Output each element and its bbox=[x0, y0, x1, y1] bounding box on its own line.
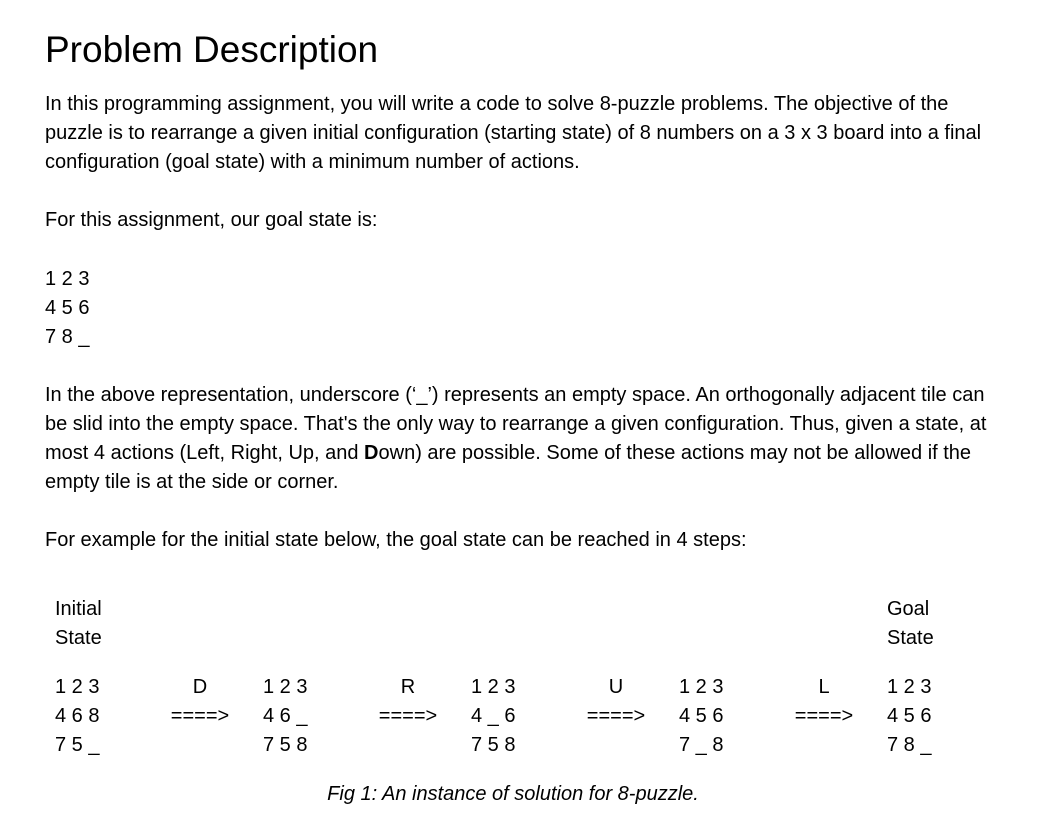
state-row: 4 5 6 bbox=[679, 705, 724, 727]
state-row: 7 _ 8 bbox=[679, 734, 724, 756]
representation-paragraph bbox=[45, 381, 1005, 497]
state-row: 4 _ 6 bbox=[471, 705, 516, 727]
puzzle-state-step-1 bbox=[263, 673, 307, 760]
move-action: R bbox=[400, 676, 416, 698]
state-row: 1 2 3 bbox=[263, 676, 308, 698]
puzzle-state-initial bbox=[55, 673, 99, 760]
state-row: 7 5 _ bbox=[55, 734, 100, 756]
state-row: 4 6 8 bbox=[55, 705, 100, 727]
state-row: 1 2 3 bbox=[471, 676, 516, 698]
goal-state-block bbox=[45, 265, 89, 352]
goal-intro-paragraph: For this assignment, our goal state is: bbox=[45, 209, 378, 231]
move-arrow: ====> bbox=[586, 705, 646, 727]
representation-text-end: own) are possible. Some of these actions may not be allowed if the empty tile is at the side or corner. bbox=[45, 442, 972, 493]
state-row: 7 8 _ bbox=[887, 734, 932, 756]
example-paragraph: For example for the initial state below, the goal state can be reached in 4 steps: bbox=[45, 529, 747, 551]
move-action: D bbox=[192, 676, 208, 698]
goal-row: 7 8 _ bbox=[45, 326, 90, 348]
initial-label-line: State bbox=[55, 627, 102, 649]
move-arrow: ====> bbox=[170, 705, 230, 727]
initial-state-label bbox=[55, 595, 102, 653]
representation-text: In the above representation, underscore (‘_’) represents an empty space. An orthogonally adjacent tile can be slid into the empty space. That's the only way to rearrange a given configuration. Thus, given a state, at most 4 actions (Left, Right, Up, and bbox=[45, 384, 987, 464]
state-row: 4 6 _ bbox=[263, 705, 308, 727]
move-arrow: ====> bbox=[794, 705, 854, 727]
state-row: 1 2 3 bbox=[887, 676, 932, 698]
initial-label-line: Initial bbox=[55, 598, 102, 620]
goal-state-label bbox=[887, 595, 934, 653]
puzzle-state-goal bbox=[887, 673, 931, 760]
move-action: U bbox=[608, 676, 624, 698]
state-row: 7 5 8 bbox=[471, 734, 516, 756]
puzzle-state-step-2 bbox=[471, 673, 515, 760]
state-row: 7 5 8 bbox=[263, 734, 308, 756]
representation-bold-letter: D bbox=[364, 442, 379, 464]
move-step-3 bbox=[571, 673, 661, 731]
puzzle-state-step-3 bbox=[679, 673, 723, 760]
goal-row: 4 5 6 bbox=[45, 297, 90, 319]
intro-paragraph: In this programming assignment, you will write a code to solve 8-puzzle problems. The objective of the puzzle is to rearrange a given initial configuration (starting state) of 8 numbers on a 3 x 3 board into a final configuration (goal state) with a minimum number of actions. bbox=[45, 93, 982, 173]
figure-caption: Fig 1: An instance of solution for 8-puzzle. bbox=[327, 783, 699, 805]
goal-row: 1 2 3 bbox=[45, 268, 90, 290]
goal-label-line: State bbox=[887, 627, 934, 649]
move-arrow: ====> bbox=[378, 705, 438, 727]
move-step-4 bbox=[779, 673, 869, 731]
move-step-2 bbox=[363, 673, 453, 731]
state-row: 1 2 3 bbox=[679, 676, 724, 698]
goal-label-line: Goal bbox=[887, 598, 930, 620]
page-title: Problem Description bbox=[45, 29, 379, 70]
state-row: 1 2 3 bbox=[55, 676, 100, 698]
state-row: 4 5 6 bbox=[887, 705, 932, 727]
move-action: L bbox=[818, 676, 830, 698]
move-step-1 bbox=[155, 673, 245, 731]
